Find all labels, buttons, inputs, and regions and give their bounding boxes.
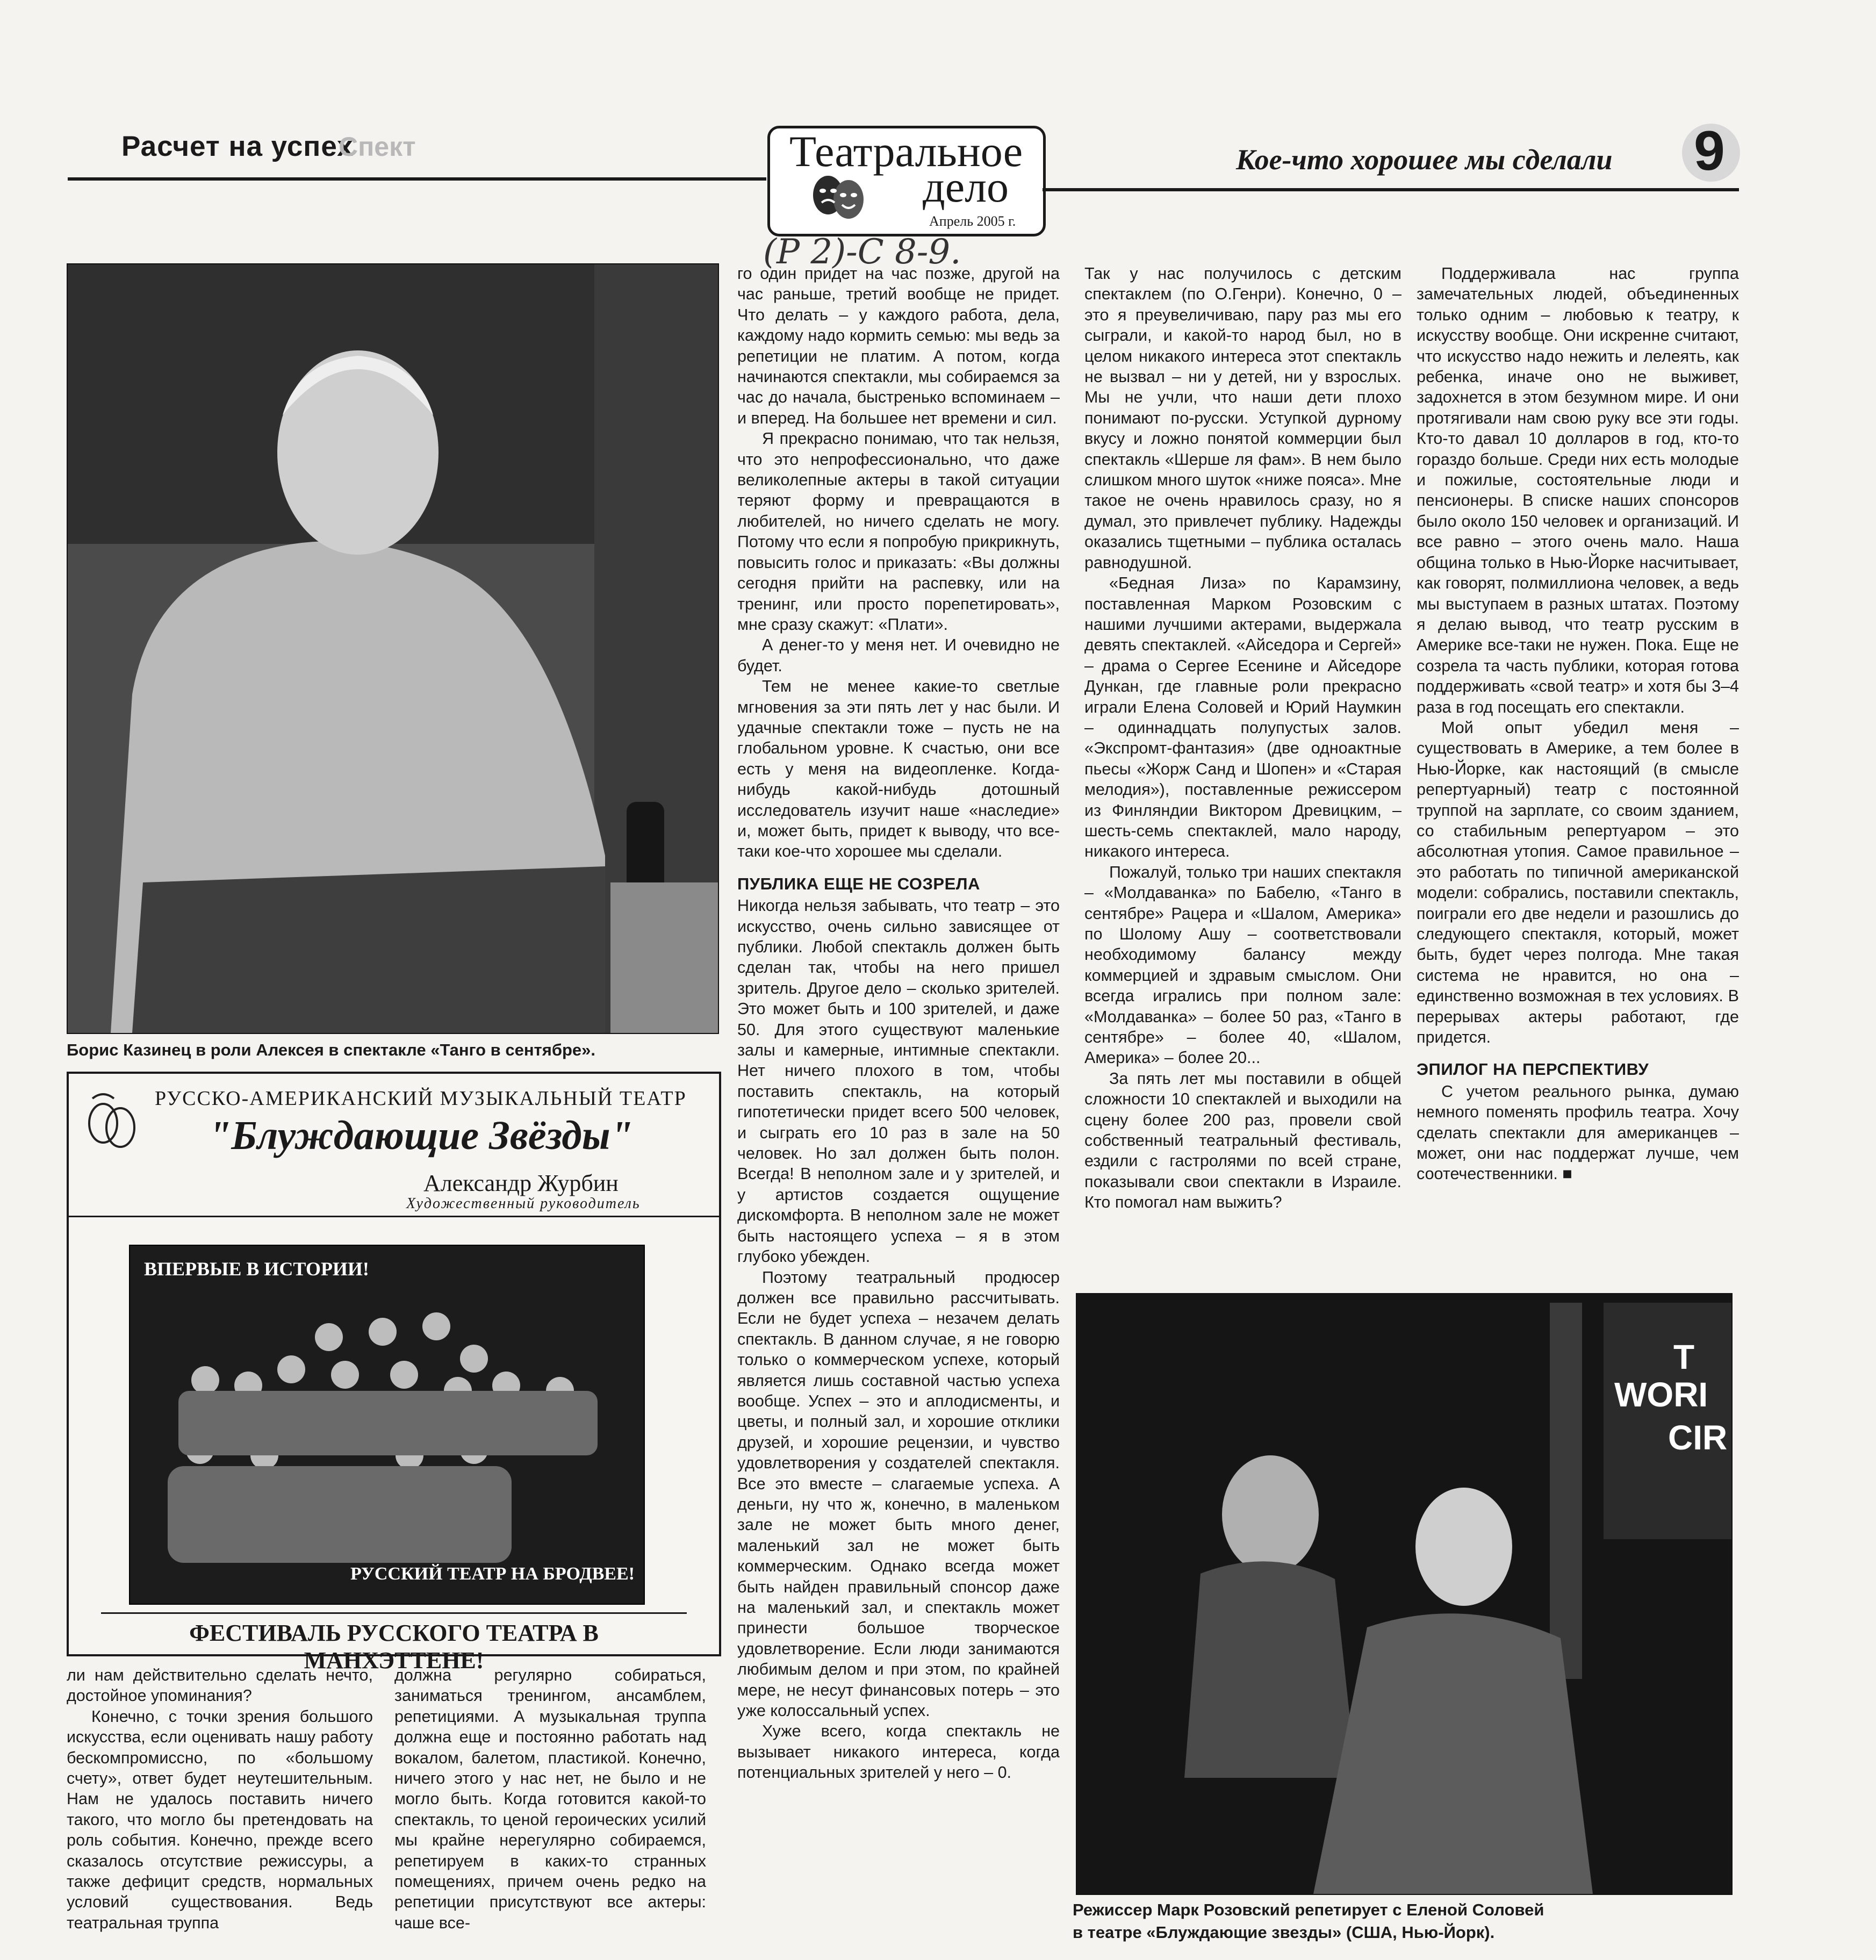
paragraph: С учетом реального рынка, думаю немного поменять профиль театра. Хочу сделать спектакли для американцев – может, они нас поддержат лучше, чем соотечественники. ■ [1417,1082,1739,1183]
bottom-left-column-2 [394,1665,706,1944]
subheading-epilogue: ЭПИЛОГ НА ПЕРСПЕКТИВУ [1417,1060,1649,1079]
paragraph: Поддерживала нас группа замечательных людей, объединенных только одним – любовью к театру, к искусству вообще. Они искренне считают, что искусство надо нежить и лелеять, как ребенка, иначе оно не выживет, задохнется в этом безумном мире. И они протягивали нам свою руку все эти годы. Кто-то давал 10 долларов в год, кто-то гораздо больше. Среди них есть молодые и пожилые, состоятельные люди и пенсионеры. В списке наших спонсоров было около 150 человек и организаций. И все равно – этого очень мало. Наша община только в Нью-Йорке насчитывает, как говорят, полмиллиона человек, а ведь мы выступаем в разных штатах. Поэтому я делаю вывод, что театр русским в Америке все-таки не нужен. Пока. Еще не созрела та часть публики, которая готова поддерживать «свой театр» и хотя бы 3–4 раза в год посещать его спектакли. [1417,264,1739,716]
theatre-ad [67,1072,721,1674]
header-rule-left [68,177,766,181]
paragraph: Пожалуй, только три наших спектакля – «Молдаванка» по Бабелю, «Танго в сентябре» Рацера и «Шалом, Америка» по Шолому Ашу – соответствовали необходимому балансу между коммерцией и здравым смыслом. Они всегда игрались при полном зале: «Молдаванка» – более 50 раз, «Танго в сентябре» – более 40, «Шалом, Америка» – более 20... [1084,863,1401,1067]
ad-director-role: Художественный руководитель [406,1195,641,1212]
photo2-caption-line2: в театре «Блуждающие звезды» (США, Нью-Йорк). [1073,1923,1495,1942]
paragraph: Хуже всего, когда спектакль не вызывает никакого интереса, когда потенциальных зрителей у него – 0. [737,1722,1060,1782]
paragraph: Так у нас получилось с детским спектаклем (по О.Генри). Конечно, 0 – это я преувеличиваю, пару раз мы его сыграли, и какой-то народ был, но в целом никакого интереса этот спектакль не вызвал – ни у детей, ни у взрослых. Мы не учли, что наши дети плохо понимают по-русски. Уступкой дурному вкусу и ложно понятой коммерции был спектакль «Шерше ля фам». В нем было слишком много шуток «ниже пояса». Мне такое не очень нравилось сразу, но я думал, это привлечет публику. Надежды оказались тщетными – публика осталась равнодушной. [1084,264,1401,572]
photo2-sign-line3: CIR [1668,1418,1728,1457]
ad-theatre-name: РУССКО-АМЕРИКАНСКИЙ МУЗЫКАЛЬНЫЙ ТЕАТР [155,1087,687,1110]
paragraph: Конечно, с точки зрения большого искусства, если оценивать нашу работу бескомпромиссно, по «большому счету», ответ будет неутешительным. Нам не удалось поставить ничего такого, что могло бы претендовать на роль события. Конечно, прежде всего сказалось отсутствие режиссуры, а также дефицит средств, нормальных условий существования. Ведь театральная труппа [67,1707,373,1932]
paragraph: ли нам действительно сделать нечто, достойное упоминания? [67,1666,373,1705]
photo1-caption: Борис Казинец в роли Алексея в спектакле «Танго в сентябре». [67,1040,596,1059]
ad-troupe-name: "Блуждающие Звёзды" [209,1113,633,1158]
header-rule-right [1043,188,1739,191]
logo-title-line2: дело [923,162,1009,211]
paragraph: А денег-то у меня нет. И очевидно не будет. [737,636,1060,675]
article-column-3 [737,263,1060,1945]
ad-photo-bottom-text: РУССКИЙ ТЕАТР НА БРОДВЕЕ! [350,1564,635,1584]
article-column-4 [1084,263,1401,1284]
article-column-5 [1417,263,1739,1284]
subheading-public: ПУБЛИКА ЕЩЕ НЕ СОЗРЕЛА [737,874,980,893]
paragraph: го один придет на час позже, другой на час раньше, третий вообще не придет. Что делать – у каждого работа, дела, каждому надо кормить семью: мы ведь за репетиции не платим. А потом, когда начинаются спектакли, мы собираемся за час до начала, быстренько вспоминаем – и вперед. На большее нет времени и сил. [737,264,1060,427]
section-title-left: Расчет на успех [121,131,354,162]
ad-group-photo [129,1245,645,1605]
paragraph: Никогда нельзя забывать, что театр – это искусство, очень сильно зависящее от публики. Любой спектакль должен быть сделан так, чтобы на него пришел зритель. Другое дело – сколько зрителей. Это может быть и 100 зрителей, и даже 50. Для этого существуют маленькие залы и камерные, интимные спектакли. Нет ничего плохого в том, чтобы поставить спектакль, на который гипотетически придет всего 500 человек, и сыграть его 10 раз в зале на 50 человек. Но зал должен быть полон. Всегда! В неполном зале и у зрителей, и у артистов создается ощущение дискомфорта. В неполном зале не может быть настоящего успеха – я в этом глубоко убежден. [737,896,1060,1266]
handwritten-note: (Р 2)-С 8-9. [763,232,961,272]
masthead-logo [767,126,1046,236]
logo-date: Апрель 2005 г. [929,213,1016,229]
headline-right: Кое-что хорошее мы сделали [1236,143,1613,176]
paragraph: Я прекрасно понимаю, что так нельзя, что это непрофессионально, что даже великолепные актеры в такой ситуации теряют форму и превращаются в любителей, но ничего сделать не могу. Потому что если я попробую прикрикнуть, повысить голос и приказать: «Вы должны сегодня прийти на распевку, или на тренинг, или просто порепетировать», мне сразу скажут: «Плати». [737,429,1060,634]
ad-director-name: Александр Журбин [423,1170,619,1196]
paragraph: За пять лет мы поставили в общей сложности 10 спектаклей и выходили на сцену более 200 раз, провели свой собственный театральный фестиваль, ездили с гастролями по всей стране, показывали свои спектакли в Израиле. Кто помогал нам выжить? [1084,1069,1401,1212]
ad-festival-banner: ФЕСТИВАЛЬ РУССКОГО ТЕАТРА В МАНХЭТТЕНЕ! [101,1612,687,1674]
ad-masks-icon [82,1088,141,1158]
photo-rozovsky-rehearsal [1076,1293,1733,1895]
paragraph: «Бедная Лиза» по Карамзину, поставленная Марком Розовским с нашими лучшими актерами, выдержала девять спектаклей. «Айседора и Сергей» – драма о Сергее Есенине и Айседоре Дункан, где главные роли прекрасно играли Елена Соловей и Юрий Наумкин – одиннадцать полупустых залов. «Экспромт-фантазия» (две одноактные пьесы «Жорж Санд и Шопен» и «Старая мелодия»), поставленные режиссером из Финляндии Виктором Древицким, – шесть-семь спектаклей, мало народу, никакого интереса. [1084,574,1401,861]
paragraph: Мой опыт убедил меня – существовать в Америке, а тем более в Нью-Йорке, как настоящий (в смысле репертуарный) театр с постоянной труппой на зарплате, со своим зданием, со стабильным репертуаром – это абсолютная утопия. Самое правильное – это работать по типичной американской модели: собрались, поставили спектакль, поиграли его две недели и разошлись до следующего спектакля, который, может быть, будет через полгода. Мне такая система не нравится, но она – единственно возможная в тех условиях. В перерывах актеры работают, где придется. [1417,718,1739,1047]
photo2-caption-line1: Режиссер Марк Розовский репетирует с Еленой Соловей [1073,1900,1544,1919]
section-title-bleed: Спект [339,132,416,162]
page-number: 9 [1694,120,1725,182]
photo-boris-kazinets [67,263,719,1034]
paragraph: Тем не менее какие-то светлые мгновения за эти пять лет у нас были. И удачные спектакли тоже – пусть не на глобальном уровне. К счастью, они все есть у меня на видеопленке. Когда-нибудь какой-нибудь дотошный исследователь изучит наше «наследие» и, может быть, придет к выводу, что все-таки кое-что хорошее мы сделали. [737,677,1060,861]
photo2-sign-line2: WORI [1614,1375,1708,1414]
ad-photo-top-text: ВПЕРВЫЕ В ИСТОРИИ! [144,1258,369,1280]
bottom-left-column-1 [67,1665,373,1944]
logo-title-line1: Театральное [789,127,1023,176]
paragraph: Поэтому театральный продюсер должен все правильно рассчитывать. Если не будет успеха – незачем делать спектакль. В данном случае, я не говорю только о коммерческом успехе, который является лишь составной частью успеха вообще. Успех – это и аплодисменты, и цветы, и полный зал, и хорошие отклики друзей, и хорошие рецензии, и чувство удовлетворения у создателей спектакля. Все это вместе – слагаемые успеха. А деньги, ну что ж, конечно, в маленьком зале не может быть много денег, маленький зал не может быть коммерческим. Однако всегда может быть найден правильный спонсор даже на маленький зал, и спектакль может принести большое творческое удовлетворение. Если люди занимаются любимым делом и при этом, по крайней мере, не несут финансовых потерь – это уже колоссальный успех. [737,1268,1060,1720]
theatre-masks-icon [807,171,871,223]
photo2-sign-line1: T [1673,1338,1695,1376]
paragraph: должна регулярно собираться, заниматься тренингом, ансамблем, репетициями. А музыкальная труппа должна еще и постоянно работать над вокалом, балетом, пластикой. Конечно, ничего этого у нас нет, не было и не могло быть. Когда готовится какой-то спектакль, то ценой героических усилий мы крайне нерегулярно собираемся, репетируем в каких-то странных помещениях, причем очень редко на репетиции присутствуют все актеры: чаше все- [394,1666,706,1932]
ad-divider [69,1216,719,1217]
